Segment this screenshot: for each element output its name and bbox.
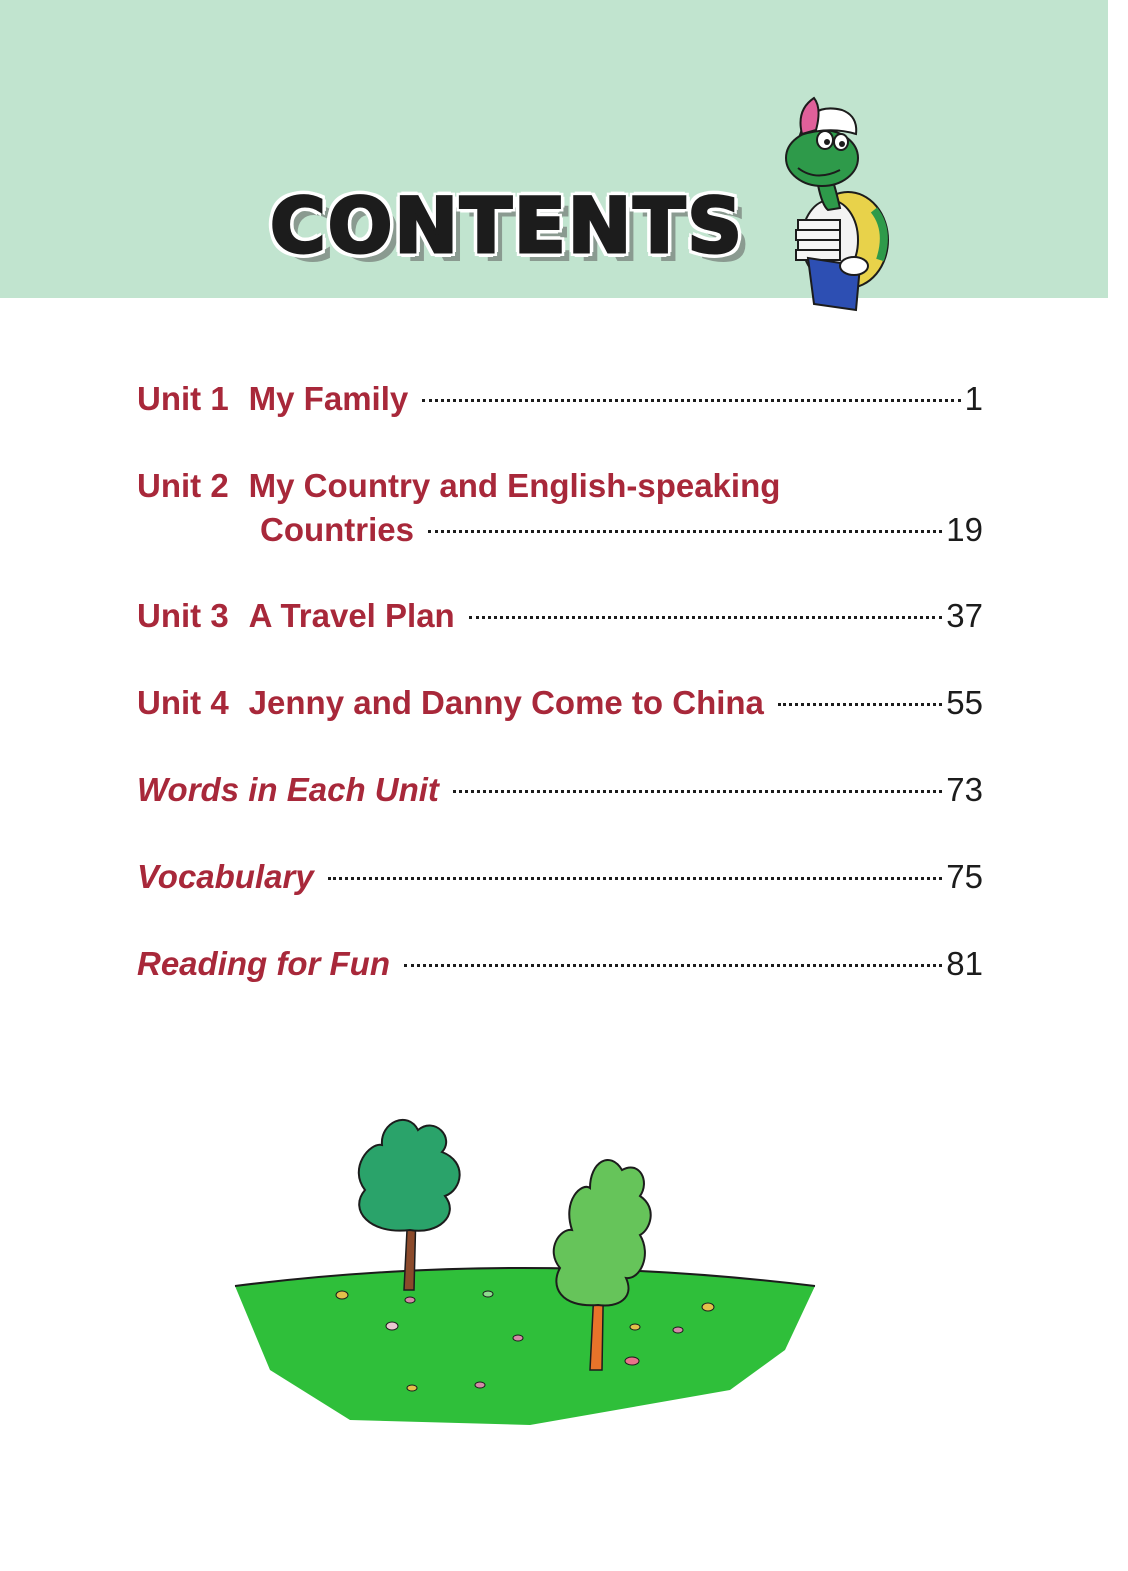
toc-entry-label: Unit 2 My Country and English-speaking (137, 467, 781, 504)
toc-entry-label: Vocabulary (137, 858, 314, 895)
toc-entry-vocabulary[interactable] (137, 858, 983, 910)
page-number: 75 (946, 858, 983, 895)
dot-leader (422, 399, 960, 402)
dot-leader (328, 877, 943, 880)
dot-leader (453, 790, 942, 793)
page-number: 37 (946, 597, 983, 634)
dot-leader (404, 964, 942, 967)
toc-entry-unit-2[interactable] (137, 467, 983, 555)
toc-entry-unit-1[interactable] (137, 380, 983, 432)
dot-leader (469, 616, 943, 619)
table-of-contents (137, 380, 983, 1032)
page-number: 19 (946, 511, 983, 548)
turtle-mascot-illustration (770, 90, 900, 315)
toc-entry-label: Reading for Fun (137, 945, 390, 982)
page-number: 1 (964, 380, 983, 417)
dot-leader (428, 530, 942, 533)
toc-entry-label: Words in Each Unit (137, 771, 439, 808)
dot-leader (778, 703, 942, 706)
toc-entry-reading-for-fun[interactable] (137, 945, 983, 997)
page-number: 55 (946, 684, 983, 721)
trees-on-hill-illustration (230, 1090, 820, 1430)
toc-entry-label-continued: Countries (260, 511, 415, 548)
page-title: CONTENTS (270, 181, 744, 270)
toc-entry-words-in-each-unit[interactable] (137, 771, 983, 823)
toc-entry-label: Unit 1 My Family (137, 380, 409, 417)
toc-entry-unit-4[interactable] (137, 684, 983, 736)
toc-entry-label: Unit 4 Jenny and Danny Come to China (137, 684, 764, 721)
page-number: 73 (946, 771, 983, 808)
toc-entry-unit-3[interactable] (137, 597, 983, 649)
toc-entry-label: Unit 3 A Travel Plan (137, 597, 455, 634)
page-number: 81 (946, 945, 983, 982)
